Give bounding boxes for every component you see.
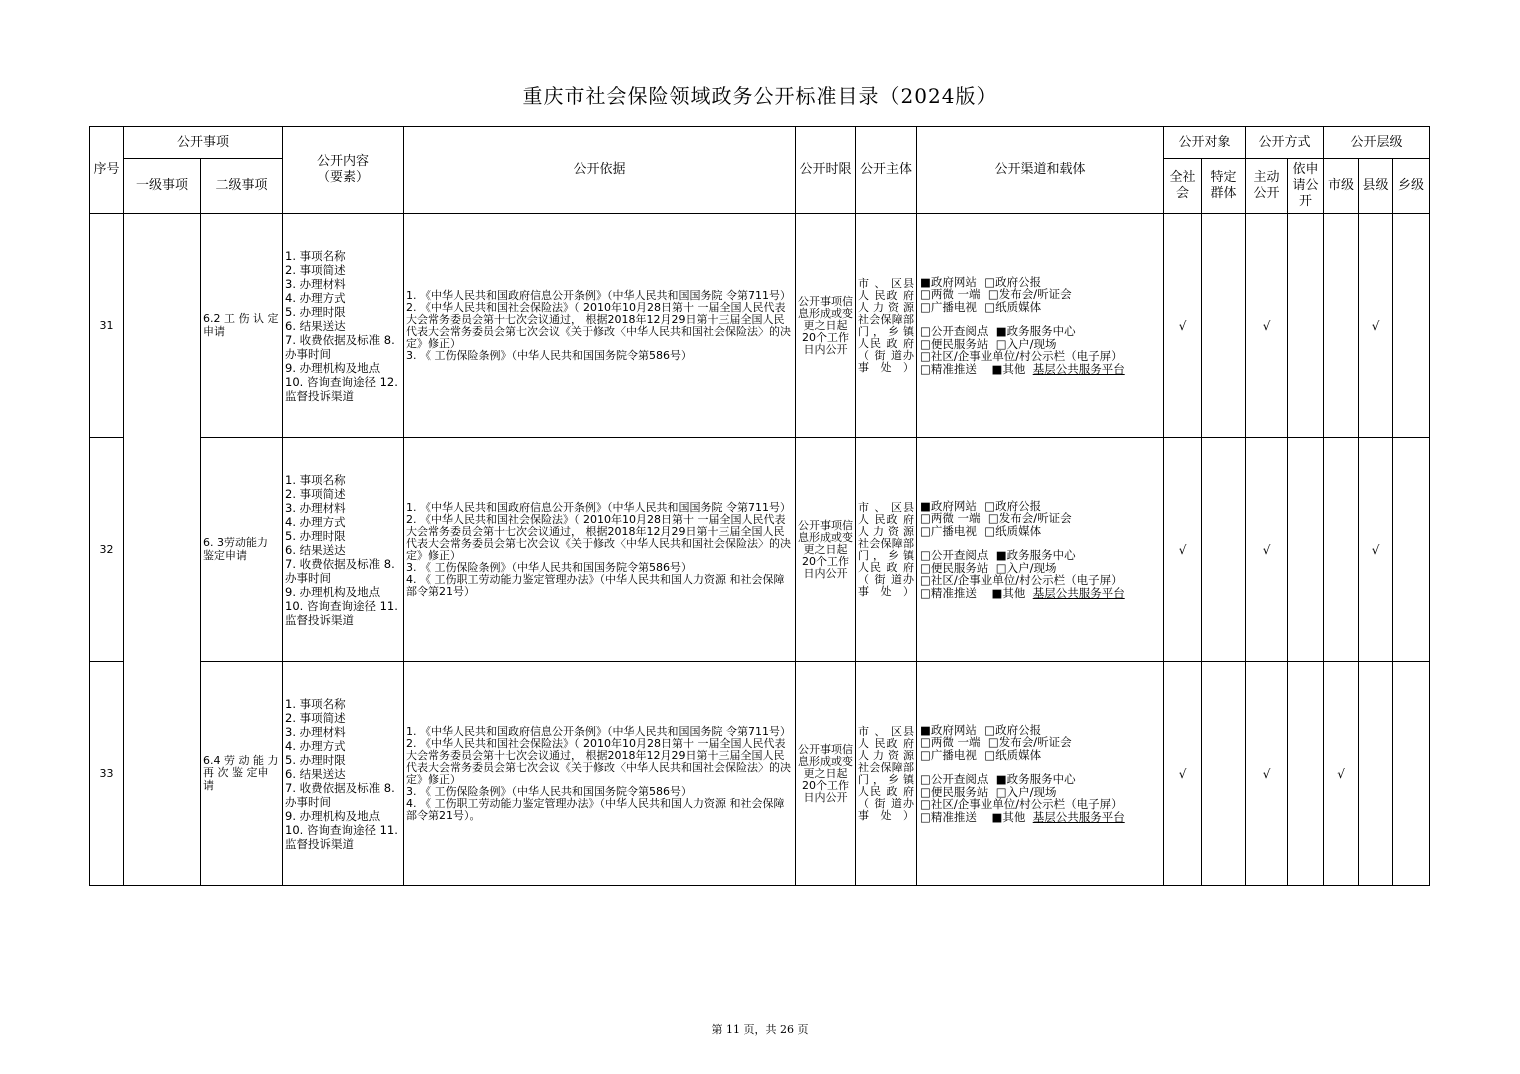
- content-line: 5. 办理时限: [285, 528, 346, 543]
- channel-option: □精准推送: [920, 809, 977, 824]
- channel-option: ■政府网站: [920, 722, 977, 737]
- header-level-town: 乡级: [1393, 159, 1430, 214]
- channel-option: □发布会/听证会: [987, 735, 1072, 750]
- channel-cell: [917, 662, 1164, 886]
- basis-line: 2. 《中华人民共和国社会保险法》（ 2010年10月28日第十 一届全国人民代表大会常务委员会第十七次会议通过， 根据2018年12月29日第十三届全国人民代表大会常务委员会第七次会议《关于修改〈中华人民共和国社会保险法〉的决定》修正）: [406, 736, 792, 786]
- channel-option: □纸质媒体: [984, 523, 1042, 538]
- disclosure-table: [89, 126, 1430, 886]
- table-row: [90, 662, 1430, 886]
- content-line: 7. 收费依据及标准 8. 办事时间: [285, 332, 395, 361]
- channel-other-text: 基层公共服务平台: [1032, 585, 1125, 600]
- level2-cell: 6. 3劳动能力 鉴定申请: [201, 438, 283, 662]
- channel-option: □精准推送: [920, 585, 977, 600]
- channel-option: □政府公报: [984, 498, 1042, 513]
- basis-line: 3. 《 工伤保险条例》（中华人民共和国国务院令第586号）: [406, 560, 692, 574]
- channel-option: □政府公报: [984, 722, 1042, 737]
- mark-all: √: [1164, 662, 1202, 886]
- content-line: 2. 事项简述: [285, 710, 346, 725]
- header-mode-active: [1246, 159, 1288, 214]
- content-line: 5. 办理时限: [285, 752, 346, 767]
- basis-line: 3. 《 工伤保险条例》（中华人民共和国国务院令第586号）: [406, 348, 692, 362]
- header-content-text: 公开内容（要素）: [317, 154, 370, 185]
- content-line: 4. 办理方式: [285, 290, 346, 305]
- content-line: 9. 办理机构及地点 10. 咨询查询途径 11. 监督投诉渠道: [285, 808, 398, 851]
- header-target-group: 公开对象: [1164, 127, 1246, 159]
- channel-option: □公开查阅点: [920, 324, 989, 339]
- basis-cell: [404, 438, 796, 662]
- basis-line: 3. 《 工伤保险条例》（中华人民共和国国务院令第586号）: [406, 784, 692, 798]
- basis-line: 1. 《中华人民共和国政府信息公开条例》（中华人民共和国国务院 令第711号）: [406, 500, 791, 514]
- header-mode-request-text: 依申请公开: [1292, 162, 1319, 209]
- row-num: 33: [90, 662, 124, 886]
- content-cell: [283, 438, 404, 662]
- content-line: 1. 事项名称: [285, 248, 346, 263]
- mark-county: √: [1359, 214, 1393, 438]
- basis-cell: [404, 662, 796, 886]
- header-content: [283, 127, 404, 214]
- content-line: 3. 办理材料: [285, 276, 346, 291]
- content-line: 9. 办理机构及地点 10. 咨询查询途径 12. 监督投诉渠道: [285, 360, 398, 403]
- channel-option: □社区/企事业单位/村公示栏（电子屏）: [920, 797, 1123, 812]
- channel-option: ■政务服务中心: [995, 324, 1076, 339]
- header-level2: 二级事项: [201, 159, 283, 214]
- channel-option: □广播电视: [920, 747, 977, 762]
- row-num: 32: [90, 438, 124, 662]
- content-line: 1. 事项名称: [285, 472, 346, 487]
- header-level-city: 市级: [1324, 159, 1359, 214]
- channel-option: ■政府网站: [920, 498, 977, 513]
- content-line: 7. 收费依据及标准 8. 办事时间: [285, 556, 395, 585]
- channel-option: □公开查阅点: [920, 548, 989, 563]
- header-item-group: 公开事项: [124, 127, 283, 159]
- channel-option: □纸质媒体: [984, 747, 1042, 762]
- content-line: 3. 办理材料: [285, 500, 346, 515]
- mark-specific: [1202, 438, 1246, 662]
- header-level-county: 县级: [1359, 159, 1393, 214]
- channel-option: □社区/企事业单位/村公示栏（电子屏）: [920, 573, 1123, 588]
- content-line: 6. 结果送达: [285, 766, 346, 781]
- basis-cell: [404, 214, 796, 438]
- channel-option: ■政务服务中心: [995, 548, 1076, 563]
- header-target-all: [1164, 159, 1202, 214]
- mark-city: [1324, 438, 1359, 662]
- channel-cell: [917, 438, 1164, 662]
- table-row: [90, 438, 1430, 662]
- basis-line: 4. 《 工伤职工劳动能力鉴定管理办法》（中华人民共和国人力资源 和社会保障部令第21号）。: [406, 796, 785, 822]
- header-target-all-text: 全社会: [1169, 170, 1196, 201]
- channel-option: □两微 一端: [920, 287, 981, 302]
- header-channel: 公开渠道和载体: [917, 127, 1164, 214]
- channel-option: □发布会/听证会: [987, 511, 1072, 526]
- header-target-specific-text: 特定群体: [1210, 170, 1237, 201]
- channel-option: □社区/企事业单位/村公示栏（电子屏）: [920, 349, 1123, 364]
- channel-option: □入户/现场: [995, 784, 1057, 799]
- channel-option: □两微 一端: [920, 511, 981, 526]
- basis-line: 2. 《中华人民共和国社会保险法》（ 2010年10月28日第十 一届全国人民代表大会常务委员会第十七次会议通过， 根据2018年12月29日第十三届全国人民代表大会常务委员会第七次会议《关于修改〈中华人民共和国社会保险法〉的决定》修正）: [406, 512, 792, 562]
- content-line: 5. 办理时限: [285, 304, 346, 319]
- header-time-limit: [796, 127, 856, 214]
- channel-cell: [917, 214, 1164, 438]
- basis-line: 1. 《中华人民共和国政府信息公开条例》（中华人民共和国国务院 令第711号）: [406, 288, 791, 302]
- channel-option: □广播电视: [920, 299, 977, 314]
- content-line: 3. 办理材料: [285, 724, 346, 739]
- content-line: 4. 办理方式: [285, 514, 346, 529]
- mark-specific: [1202, 214, 1246, 438]
- mark-town: [1393, 438, 1430, 662]
- content-line: 1. 事项名称: [285, 696, 346, 711]
- content-line: 4. 办理方式: [285, 738, 346, 753]
- header-time-limit-text: 公开时限: [799, 162, 852, 177]
- content-line: 6. 结果送达: [285, 318, 346, 333]
- channel-option: ■政务服务中心: [995, 772, 1076, 787]
- channel-option: ■其他: [991, 809, 1026, 824]
- mark-town: [1393, 662, 1430, 886]
- page-footer: 第 11 页，共 26 页: [711, 1023, 809, 1036]
- channel-option: ■政府网站: [920, 274, 977, 289]
- subject-cell: 市 、 区县 人 民政 府 人 力 资 源社会保障部门 ， 乡 镇 人民 政 府（ 街 道办事处）: [856, 214, 917, 438]
- channel-option: □广播电视: [920, 523, 977, 538]
- header-mode-active-text: 主动公开: [1253, 170, 1280, 201]
- channel-option: □入户/现场: [995, 336, 1057, 351]
- mark-county: √: [1359, 438, 1393, 662]
- mark-active: √: [1246, 438, 1288, 662]
- channel-option: □便民服务站: [920, 784, 989, 799]
- mark-all: √: [1164, 214, 1202, 438]
- basis-line: 4. 《 工伤职工劳动能力鉴定管理办法》（中华人民共和国人力资源 和社会保障部令第21号）: [406, 572, 785, 598]
- header-target-specific: [1202, 159, 1246, 214]
- header-seq: 序号: [90, 127, 124, 214]
- table-row: [90, 214, 1430, 438]
- mark-city: [1324, 214, 1359, 438]
- header-mode-group: 公开方式: [1246, 127, 1324, 159]
- mark-town: [1393, 214, 1430, 438]
- channel-option: □纸质媒体: [984, 299, 1042, 314]
- channel-option: □便民服务站: [920, 336, 989, 351]
- mark-active: √: [1246, 662, 1288, 886]
- header-mode-request: [1288, 159, 1324, 214]
- header-level-group: 公开层级: [1324, 127, 1430, 159]
- mark-request: [1288, 214, 1324, 438]
- subject-cell: 市 、 区县 人 民政 府 人 力 资 源社会保障部门 ， 乡 镇 人民 政 府（ 街 道办事处）: [856, 662, 917, 886]
- channel-option: □入户/现场: [995, 560, 1057, 575]
- header-subject-text: 公开主体: [860, 162, 913, 177]
- mark-county: [1359, 662, 1393, 886]
- content-cell: [283, 662, 404, 886]
- time-limit-cell: 公开事项信息形成或变更之日起20个工作日内公开: [796, 662, 856, 886]
- channel-option: □两微 一端: [920, 735, 981, 750]
- channel-other-text: 基层公共服务平台: [1032, 809, 1125, 824]
- mark-request: [1288, 662, 1324, 886]
- level2-cell: 6.2 工 伤 认 定 申请: [201, 214, 283, 438]
- channel-option: □精准推送: [920, 361, 977, 376]
- page-title: 重庆市社会保险领域政务公开标准目录（2024版）: [522, 84, 998, 108]
- mark-all: √: [1164, 438, 1202, 662]
- header-level1: 一级事项: [124, 159, 201, 214]
- basis-line: 1. 《中华人民共和国政府信息公开条例》（中华人民共和国国务院 令第711号）: [406, 724, 791, 738]
- content-line: 6. 结果送达: [285, 542, 346, 557]
- content-cell: [283, 214, 404, 438]
- mark-specific: [1202, 662, 1246, 886]
- mark-city: √: [1324, 662, 1359, 886]
- time-limit-cell: 公开事项信息形成或变更之日起20个工作日内公开: [796, 438, 856, 662]
- header-basis: 公开依据: [404, 127, 796, 214]
- channel-option: □公开查阅点: [920, 772, 989, 787]
- content-line: 7. 收费依据及标准 8. 办事时间: [285, 780, 395, 809]
- content-line: 9. 办理机构及地点 10. 咨询查询途径 11. 监督投诉渠道: [285, 584, 398, 627]
- channel-option: ■其他: [991, 361, 1026, 376]
- content-line: 2. 事项简述: [285, 486, 346, 501]
- channel-option: □便民服务站: [920, 560, 989, 575]
- content-line: 2. 事项简述: [285, 262, 346, 277]
- subject-cell: 市 、 区县 人 民政 府 人 力 资 源社会保障部门 ， 乡 镇 人民 政 府（ 街 道办事处）: [856, 438, 917, 662]
- channel-option: □发布会/听证会: [987, 287, 1072, 302]
- level2-cell: 6.4 劳 动 能 力 再 次 鉴 定申 请: [201, 662, 283, 886]
- channel-other-text: 基层公共服务平台: [1032, 361, 1125, 376]
- channel-option: □政府公报: [984, 274, 1042, 289]
- channel-option: ■其他: [991, 585, 1026, 600]
- time-limit-cell: 公开事项信息形成或变更之日起20个工作日内公开: [796, 214, 856, 438]
- mark-active: √: [1246, 214, 1288, 438]
- header-subject: [856, 127, 917, 214]
- basis-line: 2. 《中华人民共和国社会保险法》（ 2010年10月28日第十 一届全国人民代表大会常务委员会第十七次会议通过， 根据2018年12月29日第十三届全国人民代表大会常务委员会第七次会议《关于修改〈中华人民共和国社会保险法〉的决定》修正）: [406, 300, 792, 350]
- level1-cell: [124, 214, 201, 886]
- mark-request: [1288, 438, 1324, 662]
- row-num: 31: [90, 214, 124, 438]
